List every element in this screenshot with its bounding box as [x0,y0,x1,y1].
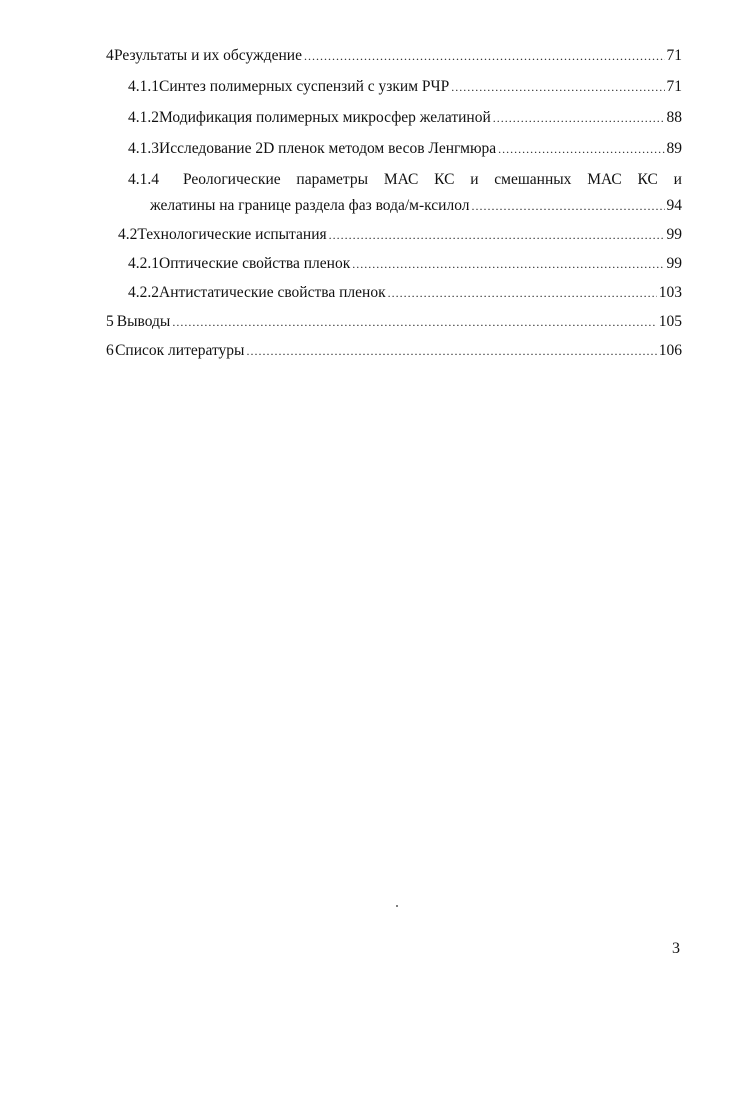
toc-entry-4-1-4[interactable] [128,169,682,191]
toc-entry-number: 4.1.1 [128,78,159,95]
title-word: КС [637,171,658,188]
title-word: Реологические [183,171,281,188]
toc-entry-title: Выводы [116,313,171,330]
toc-entry-page: 71 [666,78,682,95]
toc-entry-page: 99 [666,255,682,272]
dot-leader [304,45,665,67]
toc-entry-4-2-1[interactable] [128,253,682,275]
toc-entry-title: Технологические испытания [137,226,327,243]
toc-entry-title: Синтез полимерных суспензий с узким РЧР [159,78,450,95]
toc-entry-4-1-2[interactable] [128,107,682,129]
toc-entry-page: 71 [666,47,682,64]
dot-leader [471,195,664,217]
title-word: и [673,171,682,188]
toc-entry-number: 4 [106,47,114,64]
title-word: смешанных [494,171,572,188]
toc-entry-page: 106 [658,342,682,359]
title-word: и [470,171,479,188]
toc-entry-page: 105 [658,313,682,330]
dot-leader [388,282,657,304]
title-word: МАС [587,171,622,188]
dot-leader [493,107,665,129]
toc-entry-number: 4.2.2 [128,284,159,301]
toc-entry-number: 4.1.2 [128,109,159,126]
toc-entry-title: Исследование 2D пленок методом весов Ленгмюра [159,140,497,157]
toc-entry-4-1-4-continued[interactable] [150,195,682,217]
title-word: МАС [383,171,419,188]
toc-entry-page: 99 [666,226,682,243]
toc-entry-title: Результаты и их обсуждение [114,47,302,64]
toc-entry-4-2-2[interactable] [128,282,682,304]
toc-entry-title: Модификация полимерных микросфер желатиной [159,109,491,126]
toc-entry-page: 103 [658,284,682,301]
dot-leader [498,138,664,160]
toc-entry-page: 88 [666,109,682,126]
toc-entry-4-2[interactable] [118,224,682,246]
title-word: параметры [296,171,369,188]
toc-entry-title: Антистатические свойства пленок [159,284,386,301]
toc-entry-title: Список литературы [115,342,245,359]
toc-entry-title-line-2: желатины на границе раздела фаз вода/м-ксилол [150,197,470,214]
toc-entry-4-1-3[interactable] [128,138,682,160]
dot-leader [246,340,656,362]
toc-entry-number: 4.1.4 [128,171,159,188]
page-number: 3 [672,940,680,957]
toc-entry-4[interactable] [106,45,682,67]
toc-entry-number: 4.2.1 [128,255,159,272]
toc-entry-page: 94 [666,197,682,214]
toc-entry-number: 5 [106,313,114,330]
toc-entry-6[interactable] [106,340,682,362]
dot-leader [329,224,665,246]
toc-entry-5[interactable] [106,311,682,333]
toc-entry-page: 89 [666,140,682,157]
dot-leader [451,76,664,98]
scan-speck [396,905,398,907]
toc-entry-title-line-1 [183,169,682,191]
toc-entry-number: 4.2 [118,226,138,243]
dot-leader [172,311,656,333]
toc-entry-title: Оптические свойства пленок [159,255,351,272]
toc-entry-number: 4.1.3 [128,140,159,157]
dot-leader [352,253,664,275]
toc-entry-number: 6 [106,342,114,359]
toc-entry-4-1-1[interactable] [128,76,682,98]
title-word: КС [434,171,455,188]
